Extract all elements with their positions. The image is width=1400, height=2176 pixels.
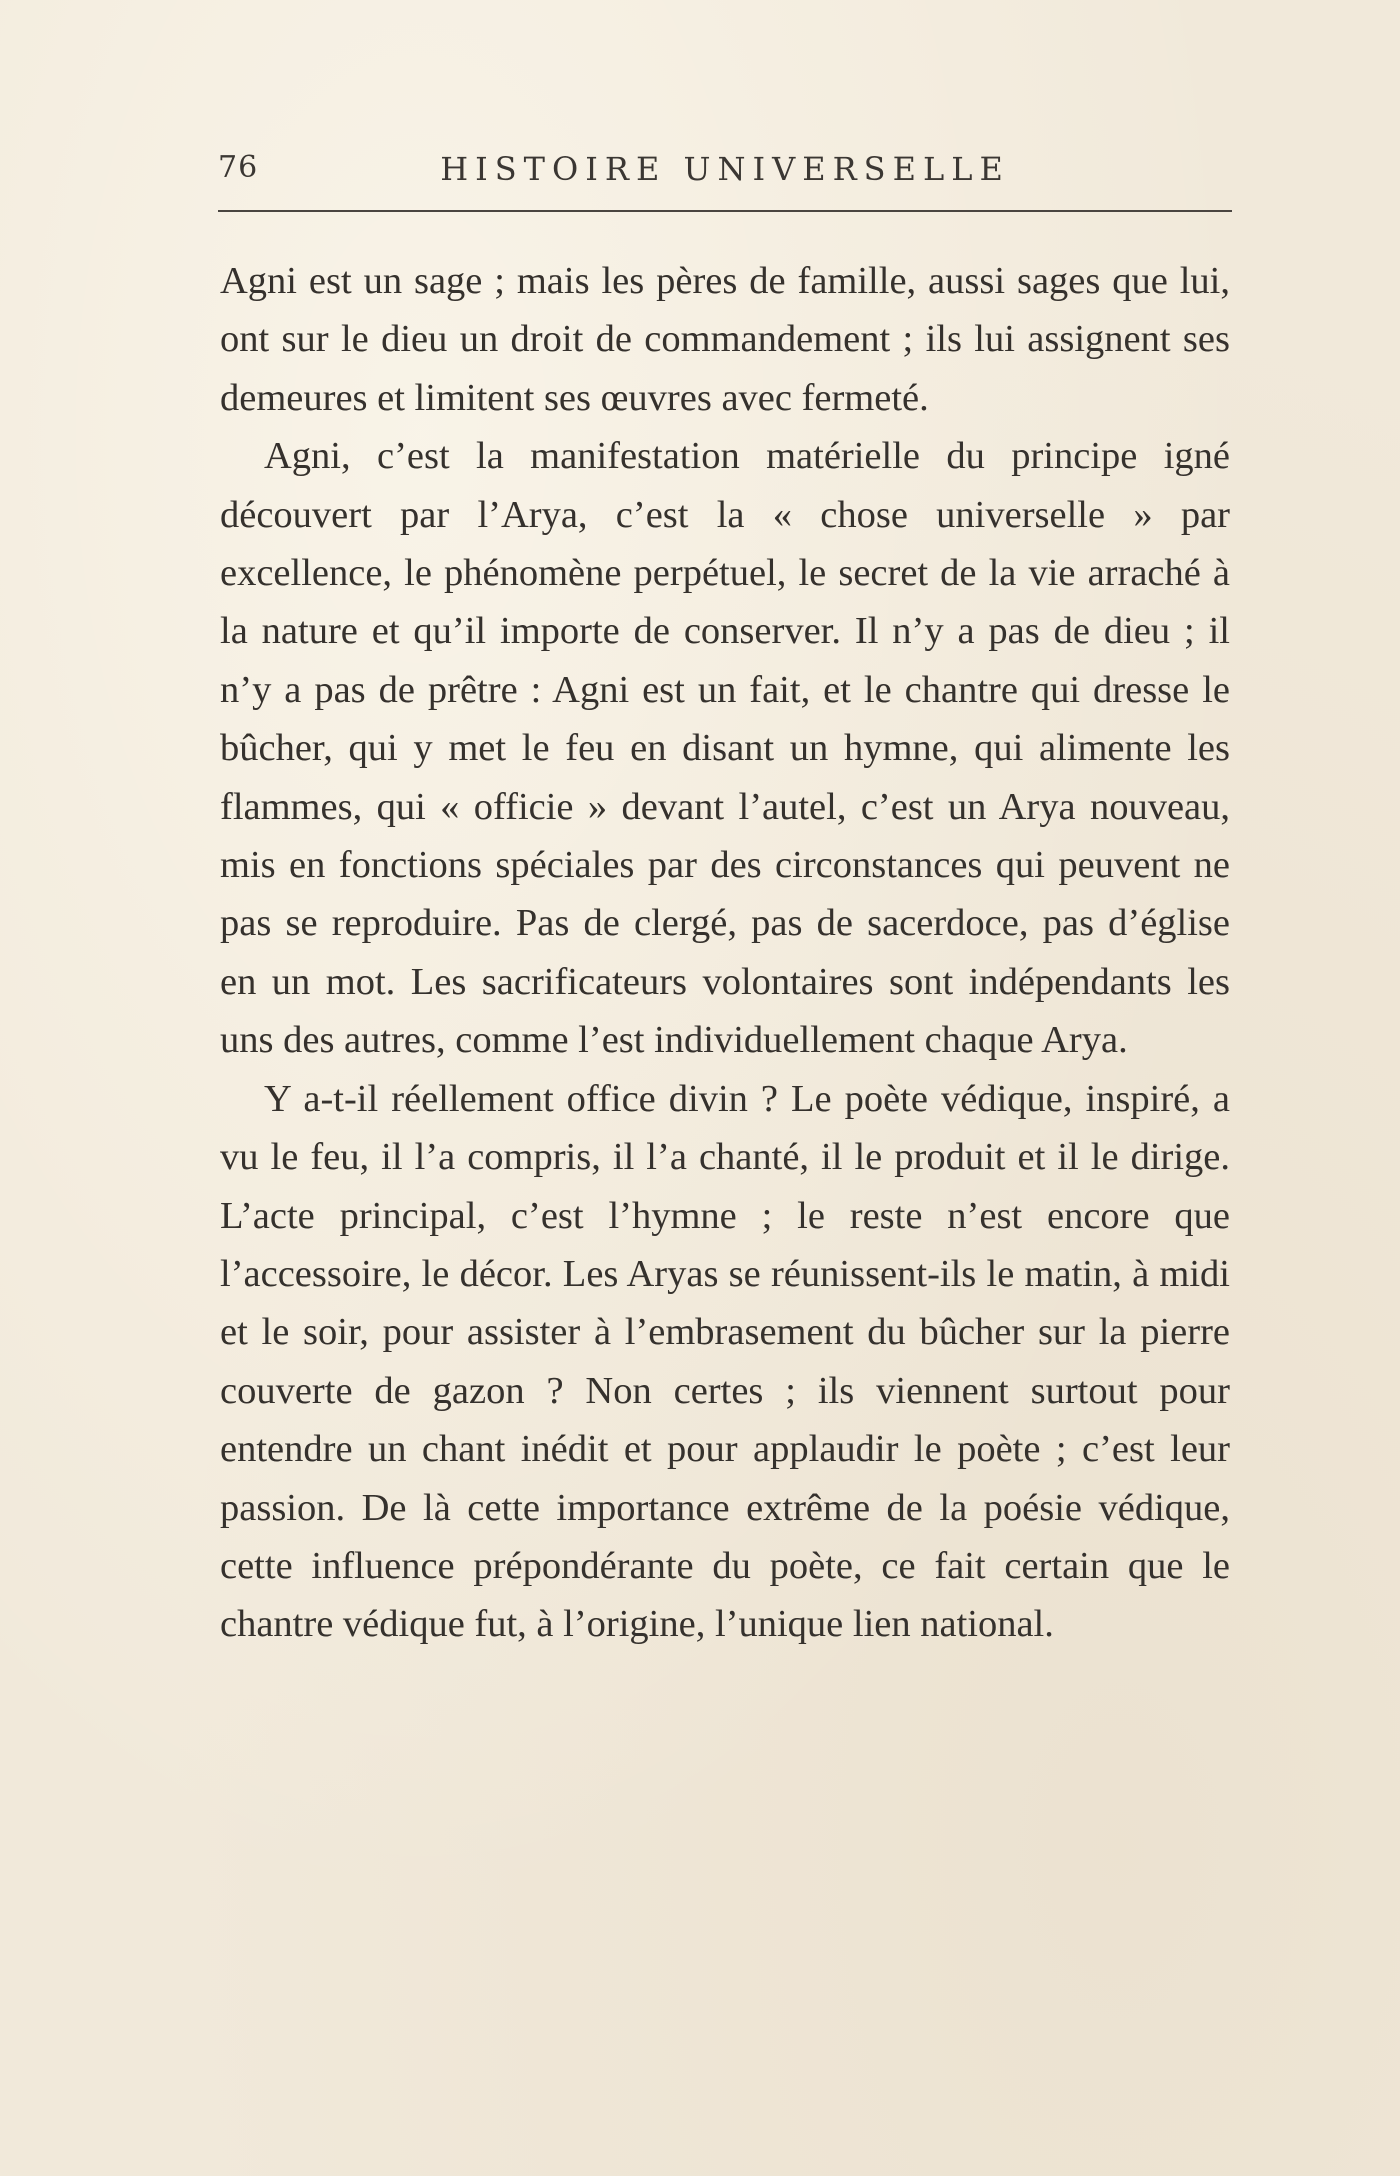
paragraph-1: Agni est un sage ; mais les pères de famille, aussi sages que lui, ont sur le dieu un droit de commandement ; ils lui assignent ses demeures et limitent ses œuvres avec fermeté. (220, 260, 1230, 419)
page-header (218, 146, 1232, 194)
body-text (220, 252, 1230, 1654)
paragraph-3: Y a-t-il réellement office divin ? Le poète védique, inspiré, a vu le feu, il l’a compris, il l’a chanté, il le produit et il le dirige. L’acte principal, c’est l’hymne ; le reste n’est encore que l’accessoire, le décor. Les Aryas se réunissent-ils le matin, à midi et le soir, pour assister à l’embrasement du bûcher sur la pierre couverte de gazon ? Non certes ; ils viennent surtout pour entendre un chant inédit et pour applaudir le poète ; c’est leur passion. De là cette importance extrême de la poésie védique, cette influence prépondérante du poète, ce fait certain que le chantre védique fut, à l’origine, l’unique lien national. (220, 1077, 1230, 1646)
page-number: 76 (218, 150, 259, 185)
header-rule (218, 210, 1232, 212)
running-title: HISTOIRE UNIVERSELLE (440, 150, 1010, 188)
paragraph-2: Agni, c’est la manifestation matérielle du principe igné découvert par l’Arya, c’est la « chose universelle » par excellence, le phénomène perpétuel, le secret de la vie arraché à la nature et qu’il importe de conserver. Il n’y a pas de dieu ; il n’y a pas de prêtre : Agni est un fait, et le chantre qui dresse le bûcher, qui y met le feu en disant un hymne, qui alimente les flammes, qui « officie » devant l’autel, c’est un Arya nouveau, mis en fonctions spéciales par des circonstances qui peuvent ne pas se reproduire. Pas de clergé, pas de sacerdoce, pas d’église en un mot. Les sacrificateurs volontaires sont indépendants les uns des autres, comme l’est individuellement chaque Arya. (220, 435, 1230, 1062)
